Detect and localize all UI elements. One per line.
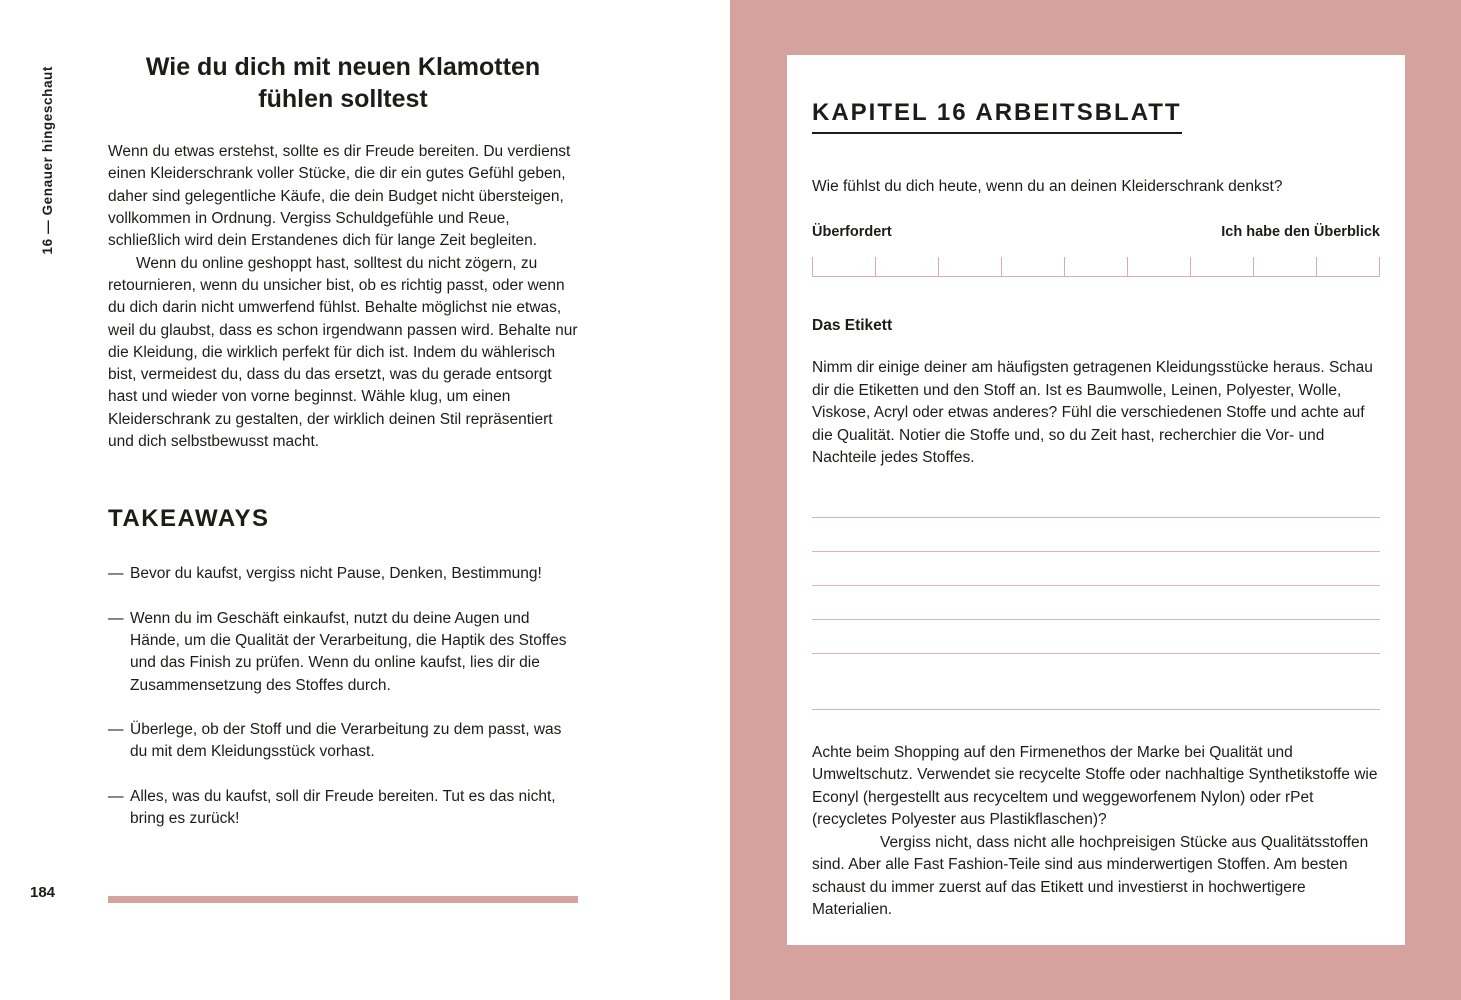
scale-tick	[1253, 257, 1254, 277]
scale-tick	[875, 257, 876, 277]
takeaway-text: Überlege, ob der Stoff und die Verarbeitung zu dem passt, was du mit dem Kleidungsstück vorhast.	[130, 720, 562, 761]
chapter-title: Wie du dich mit neuen Klamotten fühlen solltest	[145, 53, 541, 113]
writing-line	[812, 484, 1380, 518]
scale-tick	[1001, 257, 1002, 277]
dash-bullet: —	[108, 720, 124, 738]
takeaways-heading: TAKEAWAYS	[108, 505, 270, 533]
dash-bullet: —	[108, 565, 124, 583]
takeaway-text: Bevor du kaufst, vergiss nicht Pause, Denken, Bestimmung!	[130, 565, 542, 583]
writing-line	[812, 518, 1380, 552]
writing-line	[812, 552, 1380, 586]
scale-tick	[1190, 257, 1191, 277]
scale-tick	[1064, 257, 1065, 277]
scale-labels	[812, 224, 1380, 240]
writing-line	[812, 620, 1380, 654]
footer-accent-bar	[108, 896, 578, 903]
writing-line	[812, 586, 1380, 620]
scale-tick	[1316, 257, 1317, 277]
takeaway-item	[108, 608, 578, 697]
scale-tick	[1379, 257, 1380, 277]
worksheet-card	[787, 55, 1405, 945]
dash-bullet: —	[108, 787, 124, 805]
scale-right-label: Ich habe den Überblick	[1221, 224, 1380, 241]
scale-tick	[938, 257, 939, 277]
scale-tick	[1127, 257, 1128, 277]
takeaway-item	[108, 719, 578, 764]
answer-writing-lines	[812, 484, 1380, 710]
dash-bullet: —	[108, 609, 124, 627]
worksheet-question: Wie fühlst du dich heute, wenn du an deinen Kleiderschrank denkst?	[812, 178, 1283, 195]
body-paragraph-2: Wenn du online geshoppt hast, solltest du nicht zögern, zu retournieren, wenn du unsicher bist, ob es richtig passt, oder wenn du dich darin nicht umwerfend fühlst. Behalte möglichst nie etwas, weil du glaubst, dass es schon irgendwann passen wird. Behalte nur die Kleidung, die wirklich perfekt für dich ist. Indem du wählerisch bist, vermeidest du, dass du das ersetzt, was du gerade entsorgt hast und wieder von vorne beginnst. Wähle klug, um einen Kleiderschrank zu gestalten, der wirklich deinen Stil repräsentiert und dich selbstbewusst macht.	[108, 254, 578, 451]
scale-tick	[812, 257, 813, 277]
writing-line	[812, 654, 1380, 710]
takeaway-text: Wenn du im Geschäft einkaufst, nutzt du deine Augen und Hände, um die Qualität der Verarbeitung, die Haptik des Stoffes und das Finish zu prüfen. Wenn du online kaufst, lies dir die Zusammensetzung des Stoffes durch.	[130, 609, 567, 694]
left-text-column	[108, 52, 578, 852]
etikett-paragraph: Nimm dir einige deiner am häufigsten getragenen Kleidungsstücke heraus. Schau dir die Etiketten und den Stoff an. Ist es Baumwolle, Leinen, Polyester, Wolle, Viskose, Acryl oder etwas anderes? Fühl die verschiedenen Stoffe und achte auf die Qualität. Notier die Stoffe und, so du Zeit hast, recherchier die Vor- und Nachteile jedes Stoffes.	[812, 359, 1373, 467]
page-number: 184	[30, 884, 56, 901]
chapter-sidebar-label: 16 — Genauer hingeschaut	[40, 66, 55, 255]
worksheet-title: KAPITEL 16 ARBEITSBLATT	[812, 99, 1182, 134]
takeaway-item	[108, 786, 578, 831]
scale-left-label: Überfordert	[812, 224, 892, 241]
takeaway-text: Alles, was du kaufst, soll dir Freude bereiten. Tut es das nicht, bring es zurück!	[130, 787, 556, 827]
takeaway-item	[108, 563, 578, 585]
section-heading-etikett: Das Etikett	[812, 317, 893, 335]
closing-paragraph: Vergiss nicht, dass nicht alle hochpreisigen Stücke aus Qualitätsstoffen sind. Aber alle Fast Fashion-Teile sind aus minderwertigen Stoffen. Am besten schaust du immer zuerst auf das Etikett und investierst in hochwertigere Materialien.	[812, 833, 1369, 919]
rating-scale-ruler	[812, 257, 1380, 277]
left-book-page	[0, 0, 730, 1000]
ethos-paragraph: Achte beim Shopping auf den Firmenethos der Marke bei Qualität und Umweltschutz. Verwendet sie recycelte Stoffe oder nachhaltige Synthetikstoffe wie Econyl (hergestellt aus recyceltem und weggeworfenem Nylon) oder rPet (recycletes Polyester aus Plastikflaschen)?	[812, 743, 1378, 829]
body-paragraph-1: Wenn du etwas erstehst, sollte es dir Freude bereiten. Du verdienst einen Kleiderschrank voller Stücke, die dir ein gutes Gefühl geben, daher sind gelegentliche Käufe, die dein Budget nicht übersteigen, vollkommen in Ordnung. Vergiss Schuldgefühle und Reue, schließlich wird dein Erstandenes dich für lange Zeit begleiten.	[108, 143, 571, 250]
right-book-page	[730, 0, 1461, 1000]
